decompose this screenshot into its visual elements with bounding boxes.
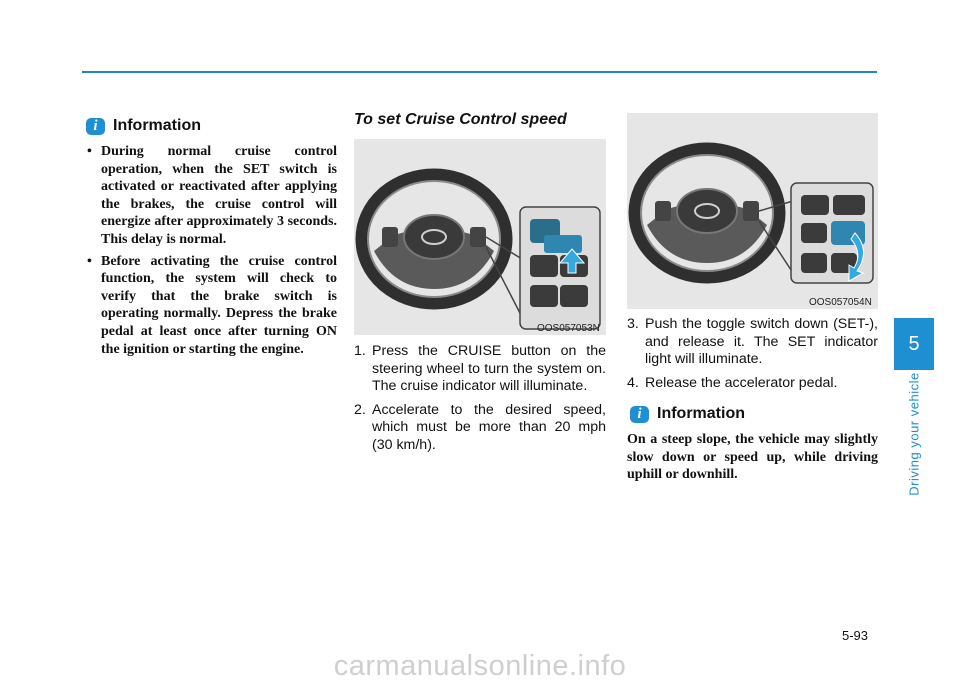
header-rule	[82, 71, 877, 73]
information-title: Information	[657, 405, 745, 422]
step-text: Push the toggle switch down (SET-), and release it. The SET indicator light will illuminate.	[645, 316, 878, 368]
bullet-dot: •	[87, 253, 92, 269]
step-number: 1.	[354, 343, 366, 359]
information-bullet-list	[87, 143, 337, 362]
step-number: 3.	[627, 316, 639, 332]
page-number: 5-93	[842, 628, 869, 643]
watermark: carmanualsonline.info	[333, 650, 627, 682]
step-number: 4.	[627, 374, 639, 391]
steering-wheel-cruise-button-illustration	[354, 139, 606, 335]
step-text: Release the accelerator pedal.	[645, 374, 838, 391]
figure-steering-wheel-toggle-down	[627, 113, 878, 309]
list-item	[354, 402, 606, 455]
list-item	[87, 253, 337, 359]
steering-wheel-toggle-down-illustration	[627, 113, 878, 309]
information-heading	[86, 117, 201, 135]
bullet-text: During normal cruise control operation, when the SET switch is activated or reactivated after applying the brakes, the cruise control will energize after approximately 3 seconds. This delay is normal.	[101, 144, 337, 247]
information-icon: i	[630, 406, 649, 423]
figure-caption: OOS057054N	[809, 297, 872, 308]
section-title: To set Cruise Control speed	[354, 111, 567, 128]
step-text: Accelerate to the desired speed, which must be more than 20 mph (30 km/h).	[372, 401, 606, 453]
bullet-dot: •	[87, 144, 92, 159]
bullet-text: Before activating the cruise control function, the system will check to verify that the brake switch is operating normally. Depress the brake pedal at least once after turning ON the ignition or starting the engine.	[101, 253, 337, 357]
list-item	[627, 375, 878, 393]
step-text: Press the CRUISE button on the steering wheel to turn the system on. The cruise indicator will illuminate.	[372, 343, 606, 395]
steps-list-2	[627, 316, 878, 398]
information-body: On a steep slope, the vehicle may slightly slow down or speed up, while driving uphill or downhill.	[627, 432, 878, 483]
list-item	[87, 143, 337, 249]
figure-caption: OOS057053N	[537, 323, 600, 334]
list-item	[354, 343, 606, 396]
chapter-tab: 5	[894, 318, 934, 370]
figure-steering-wheel-cruise-button	[354, 139, 606, 335]
steps-list-1	[354, 343, 606, 461]
information-title: Information	[113, 117, 201, 134]
information-icon: i	[86, 118, 105, 135]
information-heading	[630, 405, 745, 423]
chapter-label: Driving your vehicle	[906, 372, 922, 496]
list-item	[627, 316, 878, 369]
step-number: 2.	[354, 401, 366, 418]
